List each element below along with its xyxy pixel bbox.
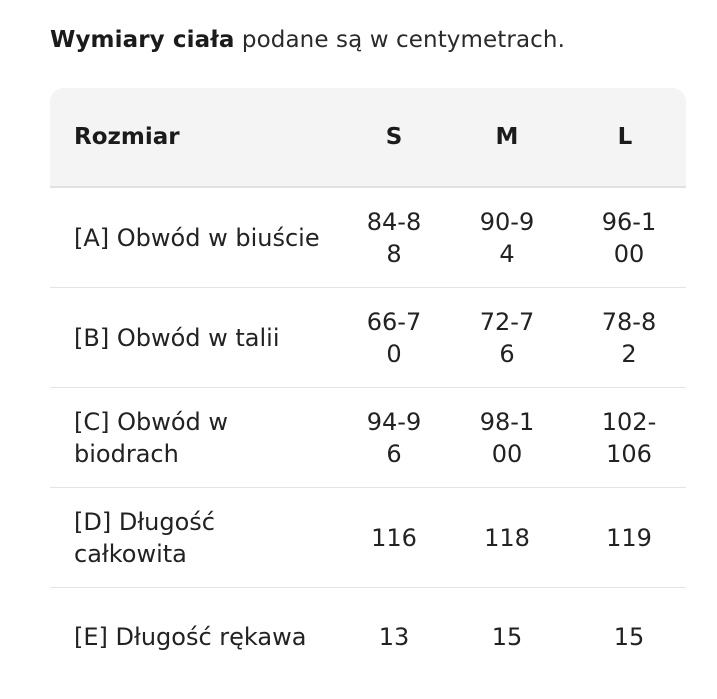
row-label: [D] Długość całkowita (50, 488, 346, 588)
cell-value: 13 (378, 623, 410, 651)
row-label: [B] Obwód w talii (50, 288, 346, 388)
cell-size-m (442, 288, 572, 388)
table-header-row (50, 88, 686, 188)
intro-bold-text: Wymiary ciała (50, 27, 235, 53)
table-row (50, 388, 686, 488)
cell-value: 84-88 (366, 207, 422, 268)
cell-value: 15 (613, 623, 645, 651)
cell-size-m (442, 488, 572, 588)
size-chart-intro (50, 24, 565, 56)
cell-value: 94-96 (366, 407, 422, 468)
cell-value: 98-100 (479, 407, 535, 468)
cell-size-l (572, 288, 686, 388)
header-size-m: M (442, 88, 572, 188)
cell-value: 96-100 (601, 207, 657, 268)
cell-value: 78-82 (601, 307, 657, 368)
cell-value: 102-106 (601, 407, 657, 468)
table-row (50, 488, 686, 588)
cell-size-s (346, 188, 442, 288)
cell-value: 116 (371, 523, 417, 552)
cell-size-s (346, 388, 442, 488)
cell-size-s (346, 488, 442, 588)
cell-size-l (572, 388, 686, 488)
cell-value: 119 (606, 523, 652, 552)
table-row (50, 288, 686, 388)
cell-value: 15 (491, 623, 523, 651)
row-label: [C] Obwód w biodrach (50, 388, 346, 488)
header-size-s: S (346, 88, 442, 188)
row-label: [E] Długość rękawa (74, 623, 307, 651)
table-row (50, 188, 686, 288)
size-chart-table (50, 88, 686, 686)
cell-value: 90-94 (479, 207, 535, 268)
cell-size-m (442, 388, 572, 488)
header-size-label: Rozmiar (50, 88, 346, 188)
cell-size-l (572, 588, 686, 686)
row-label: [A] Obwód w biuście (50, 188, 346, 288)
cell-size-m (442, 588, 572, 686)
intro-normal-text: podane są w centymetrach. (241, 27, 565, 53)
cell-size-m (442, 188, 572, 288)
cell-size-s (346, 588, 442, 686)
cell-value: 66-70 (366, 307, 422, 368)
cell-value: 72-76 (479, 307, 535, 368)
cell-size-l (572, 488, 686, 588)
cell-value: 118 (484, 523, 530, 552)
cell-size-s (346, 288, 442, 388)
table-row (50, 588, 686, 686)
header-size-l: L (572, 88, 686, 188)
cell-size-l (572, 188, 686, 288)
